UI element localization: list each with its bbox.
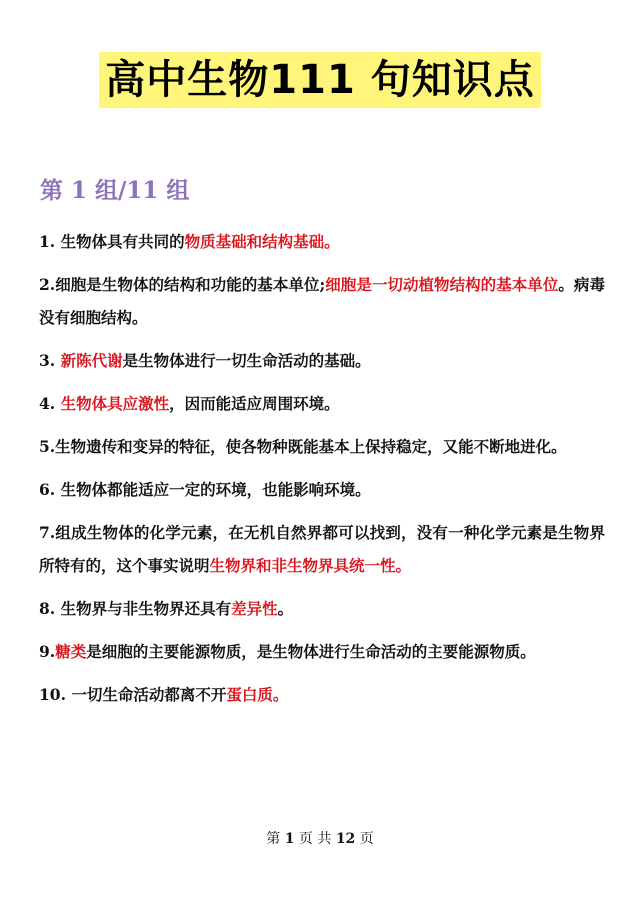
item-text: 7.组成生物体的化学元素，在无机自然界都可以找到，没有一种化学元素是生物界所特有的，这个事实说明 [39, 523, 605, 575]
item-text: 。病毒没有细胞结构。 [39, 275, 605, 327]
knowledge-item [39, 430, 605, 463]
footer-prefix: 第 [266, 831, 281, 847]
item-text: ，因而能适应周围环境。 [169, 394, 340, 413]
knowledge-item [39, 678, 605, 711]
footer-suffix: 页 [359, 831, 374, 847]
page-title: 高中生物111 句知识点 [99, 52, 540, 108]
item-text: 是生物体进行一切生命活动的基础。 [122, 351, 371, 370]
knowledge-item [39, 516, 605, 582]
knowledge-item [39, 635, 605, 668]
item-text: 10. 一切生命活动都离不开 [39, 685, 227, 704]
item-text: 4. [39, 394, 61, 413]
knowledge-item [39, 268, 605, 334]
item-text: 2.细胞是生物体的结构和功能的基本单位; [39, 275, 326, 294]
knowledge-item [39, 473, 605, 506]
highlight-text: 新陈代谢 [60, 351, 123, 370]
item-text: 6. 生物体都能适应一定的环境，也能影响环境。 [39, 480, 371, 499]
item-text: 9. [39, 642, 56, 661]
item-text: 5.生物遗传和变异的特征，使各物种既能基本上保持稳定，又能不断地进化。 [39, 437, 567, 456]
highlight-text: 细胞是一切动植物结构的基本单位 [325, 275, 559, 294]
footer-total-pages: 12 [335, 831, 356, 847]
highlight-text: 生物体具应激性 [60, 394, 170, 413]
title-container [0, 52, 640, 108]
highlight-text: 糖类 [55, 642, 87, 661]
item-text: 3. [39, 351, 61, 370]
knowledge-item [39, 592, 605, 625]
item-text: 8. 生物界与非生物界还具有 [39, 599, 232, 618]
knowledge-item [39, 344, 605, 377]
knowledge-item [39, 387, 605, 420]
highlight-text: 物质基础和结构基础。 [184, 232, 340, 251]
item-text: 。 [277, 599, 294, 618]
highlight-text: 差异性 [231, 599, 278, 618]
item-text: 1. 生物体具有共同的 [39, 232, 185, 251]
knowledge-item [39, 225, 605, 258]
footer-page-number: 1 [284, 831, 295, 847]
highlight-text: 生物界和非生物界具统一性。 [209, 556, 412, 575]
group-label: 第 1 组/11 组 [40, 177, 190, 204]
footer-middle: 页 共 [298, 831, 332, 847]
knowledge-list [39, 225, 605, 721]
item-text: 是细胞的主要能源物质，是生物体进行生命活动的主要能源物质。 [86, 642, 536, 661]
page-footer [0, 828, 640, 848]
highlight-text: 蛋白质。 [226, 685, 289, 704]
